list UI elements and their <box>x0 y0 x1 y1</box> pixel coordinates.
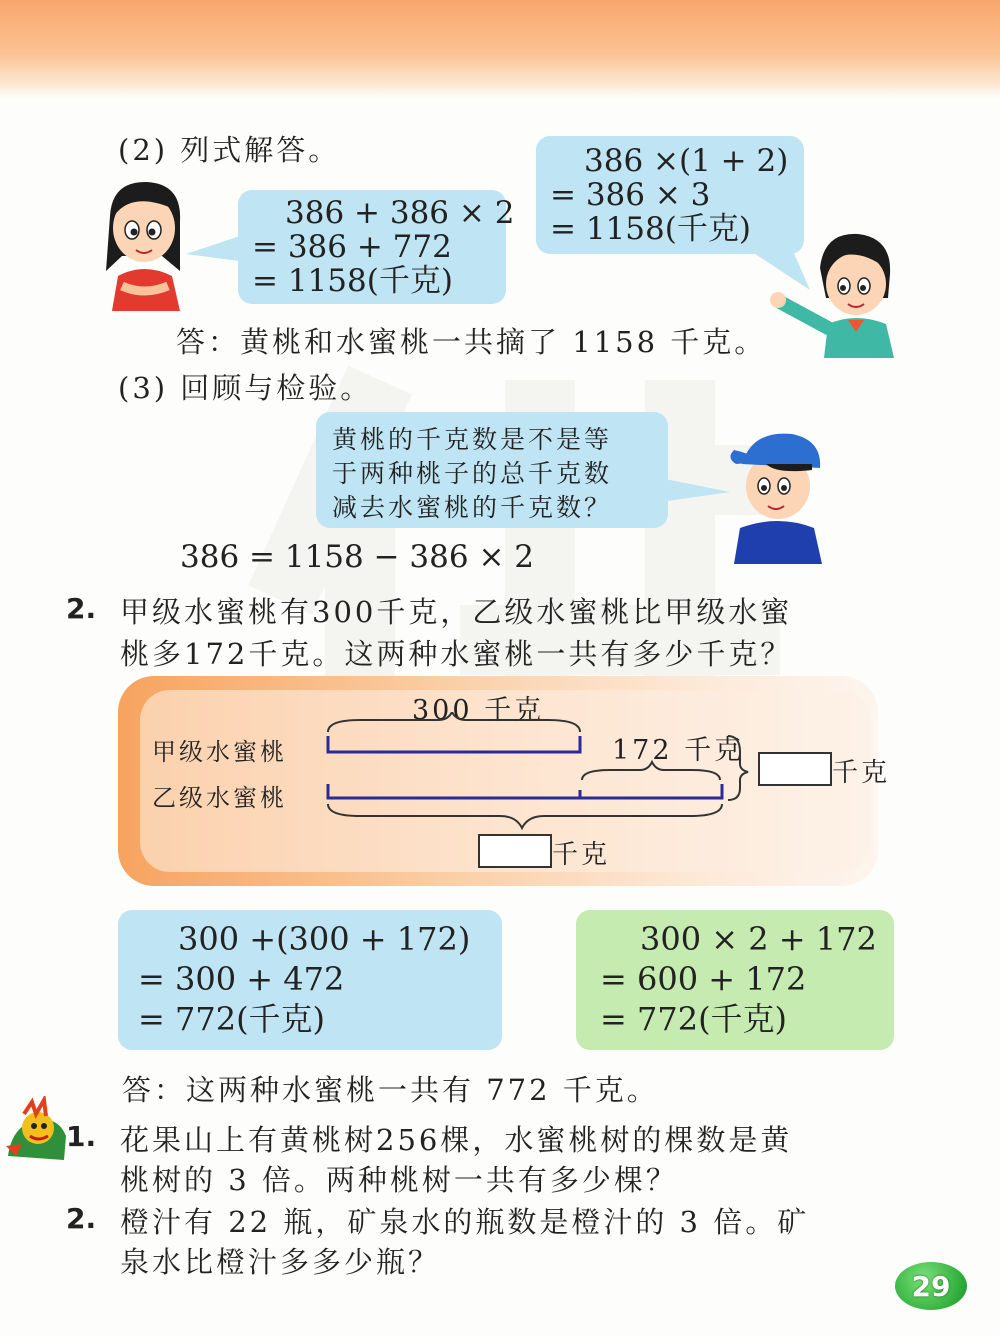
total-answer-box-right[interactable] <box>758 752 832 786</box>
brace-bottom <box>328 804 722 828</box>
boy-bubble-line-2: 于两种桃子的总千克数 <box>332 459 613 488</box>
solution-green-line-1: 300 × 2 + 172 <box>640 920 877 958</box>
answer-1: 答：黄桃和水蜜桃一共摘了 1158 千克。 <box>176 325 767 359</box>
check-equation: 386 = 1158 − 386 × 2 <box>180 539 535 575</box>
speech-bubble-left-tail <box>186 230 246 270</box>
exercise1-line-2: 桃树的 3 倍。两种桃树一共有多少棵？ <box>120 1163 678 1197</box>
solution-blue-line-1: 300 +(300 + 172) <box>178 920 471 958</box>
bubble-right-line-1: 386 ×(1 + 2) <box>584 143 789 179</box>
total-answer-box-bottom[interactable] <box>478 834 552 868</box>
exercise2-line-2: 泉水比橙汁多多少瓶？ <box>120 1245 441 1279</box>
boy-bubble-line-3: 减去水蜜桃的千克数？ <box>332 493 613 522</box>
solution-blue-line-3: = 772(千克) <box>138 1000 326 1038</box>
brace-right <box>728 736 748 800</box>
answer-2: 答：这两种水蜜桃一共有 772 千克。 <box>122 1073 659 1107</box>
solution-green-line-3: = 772(千克) <box>600 1000 788 1038</box>
diagram-top-amount: 300 千克 <box>412 695 545 726</box>
diagram-extra-amount: 172 千克 <box>612 735 745 766</box>
page-number: 29 <box>911 1269 951 1303</box>
bubble-left-line-3: = 1158(千克) <box>252 263 453 299</box>
total-unit-right: 千克 <box>832 758 891 788</box>
bubble-right-line-2: = 386 × 3 <box>550 177 711 213</box>
girl-illustration <box>92 176 192 311</box>
line-b <box>328 784 722 798</box>
page-number-badge <box>895 1262 967 1310</box>
boy-illustration <box>722 424 832 564</box>
pointing-girl-illustration <box>770 228 900 358</box>
dragon-icon <box>2 1096 72 1166</box>
speech-bubble-boy-tail <box>660 470 730 510</box>
bubble-right-line-3: = 1158(千克) <box>550 211 751 247</box>
diagram-label-a: 甲级水蜜桃 <box>152 738 287 766</box>
segment-lines <box>320 712 750 842</box>
exercise2-number: 2. <box>66 1202 97 1235</box>
diagram-label-b: 乙级水蜜桃 <box>152 784 287 812</box>
brace-extra <box>582 762 720 780</box>
bubble-left-line-1: 386 + 386 × 2 <box>285 195 515 231</box>
exercise2-line-1: 橙汁有 22 瓶，矿泉水的瓶数是橙汁的 3 倍。矿 <box>120 1205 810 1239</box>
exercise1-number: 1. <box>66 1120 97 1153</box>
line-a <box>328 736 580 752</box>
solution-blue-line-2: = 300 + 472 <box>138 960 345 998</box>
bubble-left-line-2: = 386 + 772 <box>252 229 452 265</box>
exercise1-line-1: 花果山上有黄桃树256棵，水蜜桃树的棵数是黄 <box>120 1123 793 1157</box>
top-banner <box>0 0 1000 98</box>
exercise-dragon-icon <box>2 1096 72 1166</box>
problem2-line-1: 甲级水蜜桃有300千克，乙级水蜜桃比甲级水蜜 <box>120 595 793 629</box>
problem2-line-2: 桃多172千克。这两种水蜜桃一共有多少千克？ <box>120 637 793 671</box>
total-unit-bottom: 千克 <box>552 840 611 870</box>
pointing-girl-character <box>770 228 900 358</box>
girl-character <box>92 176 192 311</box>
section2-heading: (2) 列式解答。 <box>118 133 341 167</box>
problem2-number: 2. <box>66 592 97 625</box>
boy-character <box>722 424 832 564</box>
boy-bubble-line-1: 黄桃的千克数是不是等 <box>332 425 613 454</box>
solution-green-line-2: = 600 + 172 <box>600 960 807 998</box>
brace-top <box>328 712 580 732</box>
section3-heading: (3) 回顾与检验。 <box>118 371 373 405</box>
